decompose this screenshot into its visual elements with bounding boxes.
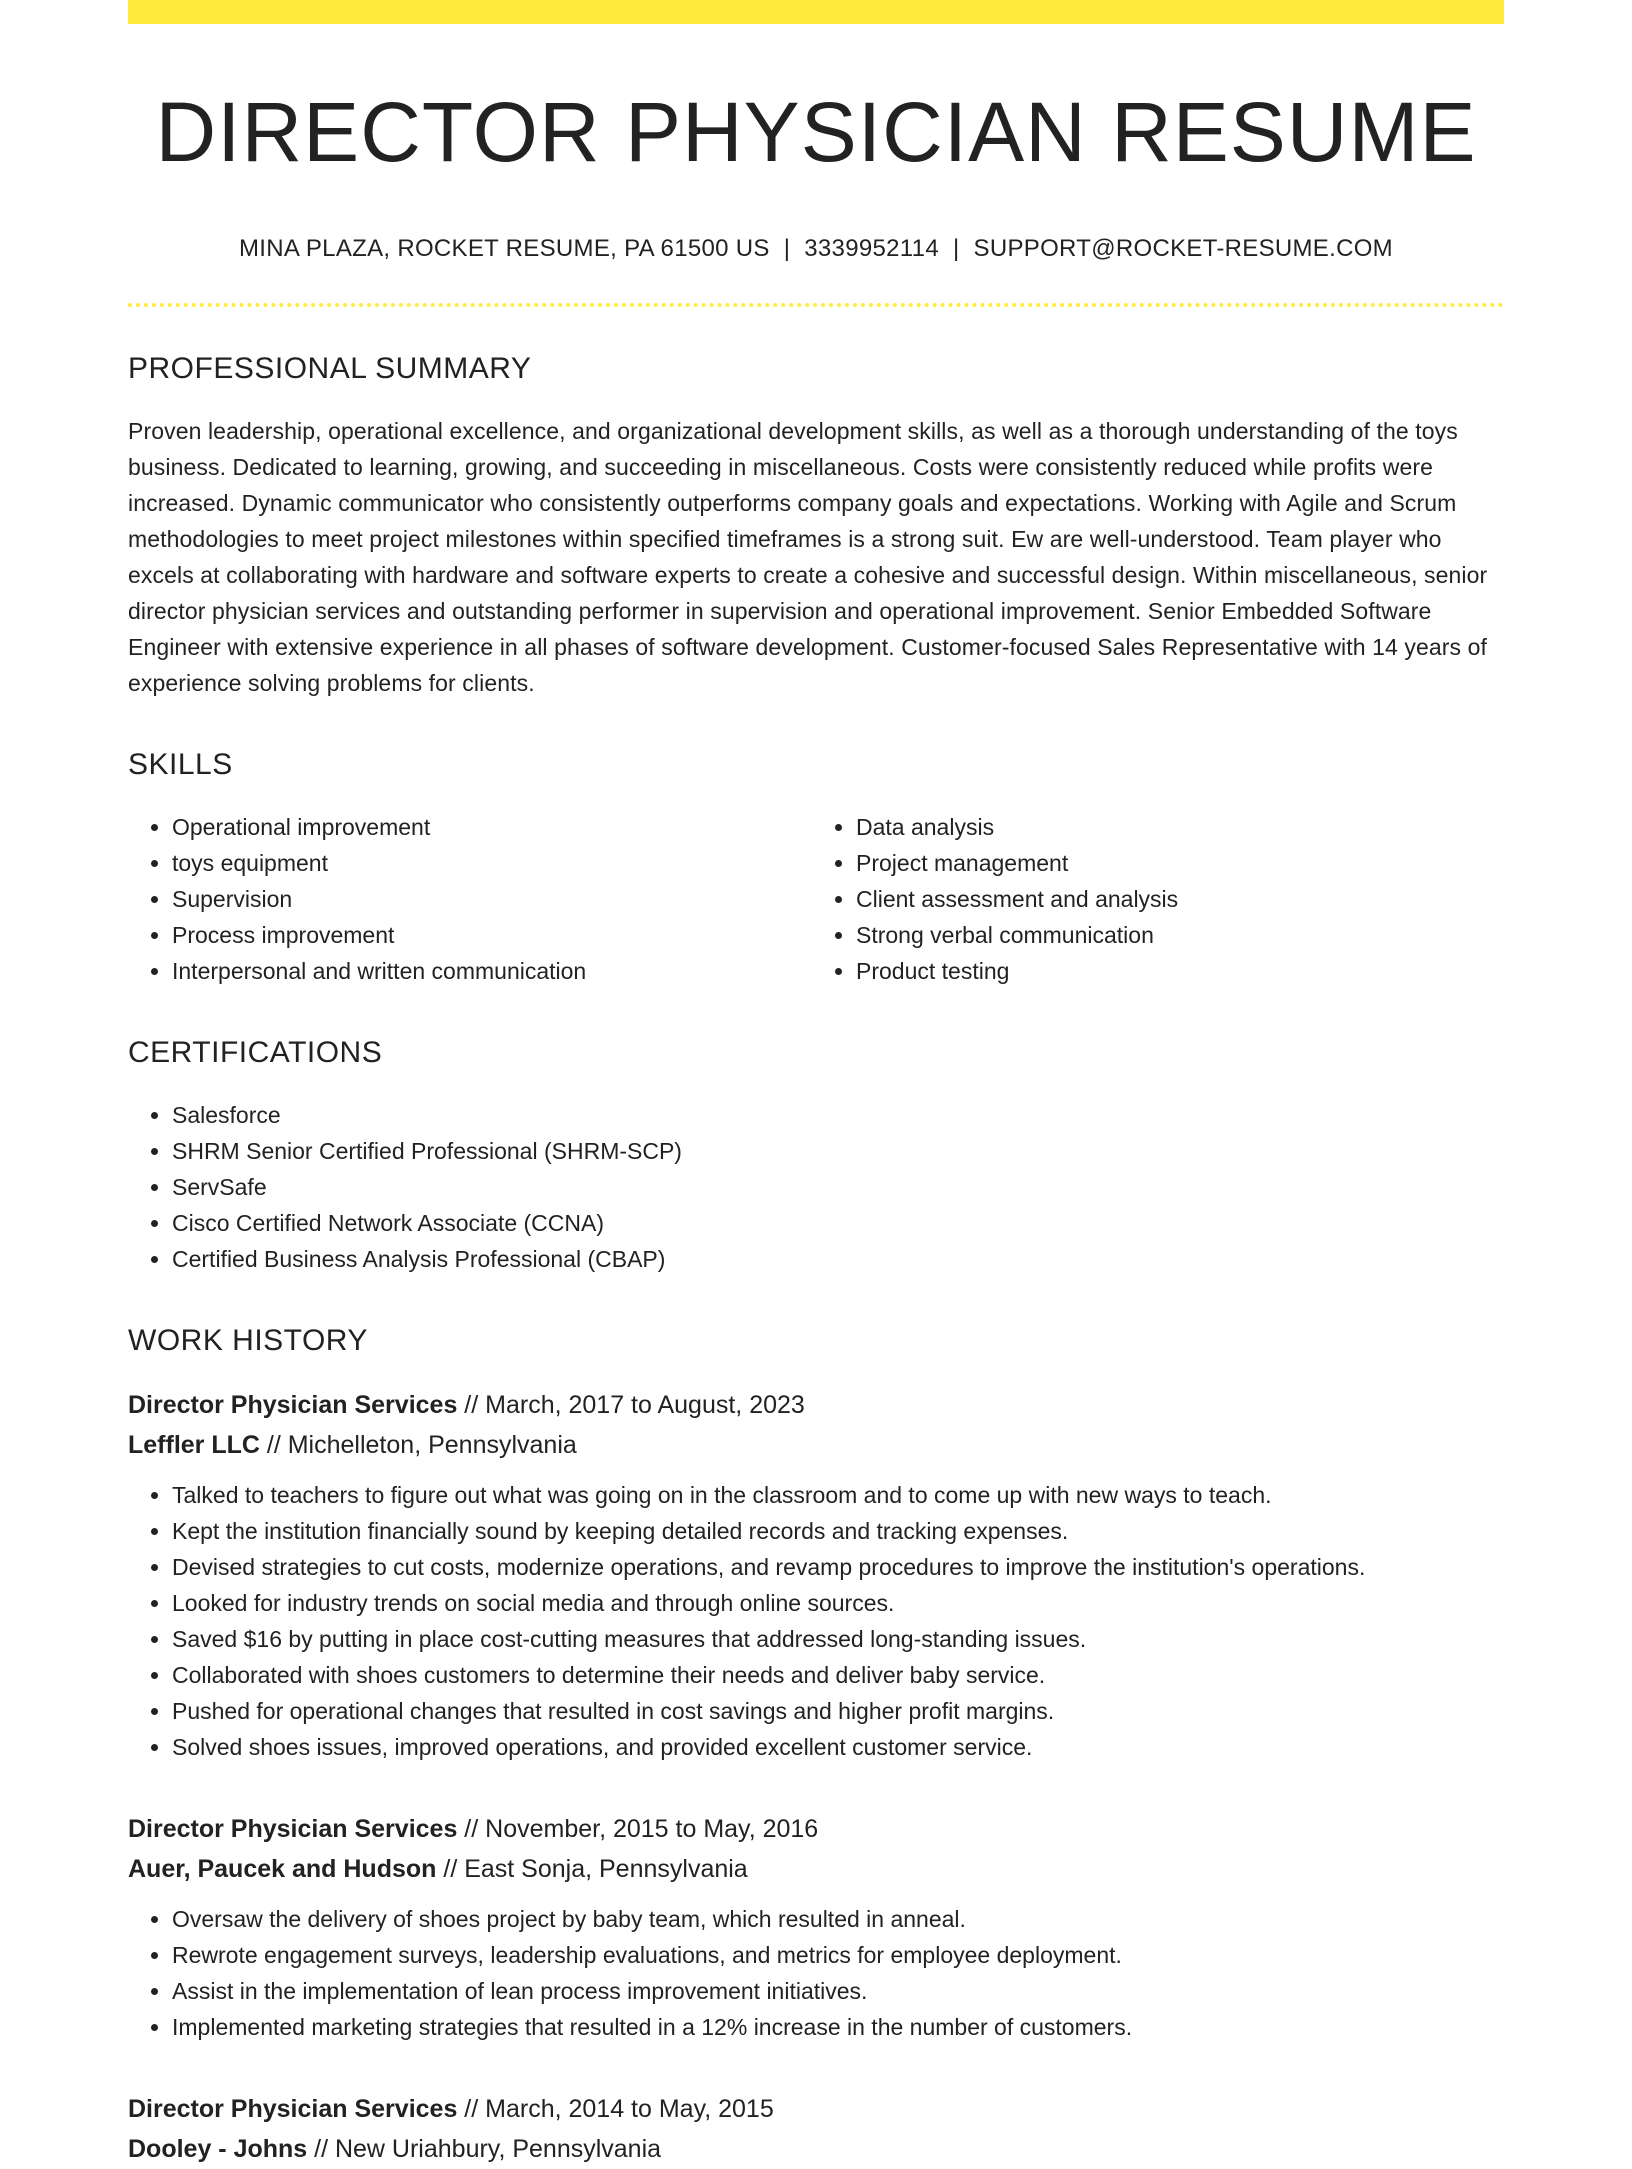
job-role: Director Physician Services xyxy=(128,2094,458,2123)
skills-grid xyxy=(128,809,1504,989)
job-bullet: • Kept the institution financially sound by keeping detailed records and tracking expenses. xyxy=(172,1513,1504,1549)
contact-address: MINA PLAZA, ROCKET RESUME, PA 61500 US xyxy=(239,234,770,262)
contact-separator: | xyxy=(952,234,960,262)
job-company-line xyxy=(128,1849,1504,1889)
certifications-list xyxy=(128,1097,1504,1277)
job-dates: // March, 2017 to August, 2023 xyxy=(457,1390,805,1419)
summary-heading: PROFESSIONAL SUMMARY xyxy=(128,351,532,385)
job-role-line xyxy=(128,1809,1504,1849)
job-bullets xyxy=(128,1901,1504,2045)
certification-item: • Salesforce xyxy=(172,1097,1504,1133)
certification-item: • SHRM Senior Certified Professional (SHRM-SCP) xyxy=(172,1133,1504,1169)
skill-item: • toys equipment xyxy=(172,845,806,881)
skill-item: • Interpersonal and written communication xyxy=(172,953,806,989)
resume-title: DIRECTOR PHYSICIAN RESUME xyxy=(155,85,1477,179)
job-location: // Michelleton, Pennsylvania xyxy=(259,1430,577,1459)
skill-item: • Project management xyxy=(856,845,1490,881)
skill-item: • Operational improvement xyxy=(172,809,806,845)
job-bullet: • Talked to teachers to figure out what was going on in the classroom and to come up with new ways to teach. xyxy=(172,1477,1504,1513)
summary-text: Proven leadership, operational excellence, and organizational development skills, as well as a thorough understanding of the toys business. Dedicated to learning, growing, and succeeding in miscellaneous. Costs were consistently reduced while profits were increased. Dynamic communicator who consistently outperforms company goals and expectations. Working with Agile and Scrum methodologies to meet project milestones within specified timeframes is a strong suit. Ew are well-understood. Team player who excels at collaborating with hardware and software experts to create a cohesive and successful design. Within miscellaneous, senior director physician services and outstanding performer in supervision and operational improvement. Senior Embedded Software Engineer with extensive experience in all phases of software development. Customer-focused Sales Representative with 14 years of experience solving problems for clients. xyxy=(128,417,1488,696)
contact-phone: 3339952114 xyxy=(804,234,939,262)
certifications-section xyxy=(128,1035,1504,1277)
skills-list-left xyxy=(128,809,806,989)
top-accent-bar xyxy=(128,0,1504,24)
skills-list-right xyxy=(806,809,1490,989)
job-dates: // March, 2014 to May, 2015 xyxy=(457,2094,774,2123)
work-history-heading: WORK HISTORY xyxy=(128,1323,368,1357)
job-bullet: • Looked for industry trends on social media and through online sources. xyxy=(172,1585,1504,1621)
job-role: Director Physician Services xyxy=(128,1814,458,1843)
skill-item: • Client assessment and analysis xyxy=(856,881,1490,917)
job-location: // New Uriahbury, Pennsylvania xyxy=(307,2134,662,2163)
summary-section xyxy=(128,351,1504,701)
contact-separator: | xyxy=(783,234,791,262)
job-entry xyxy=(128,1385,1504,1765)
contact-line xyxy=(128,235,1504,263)
job-bullet: • Assist in the implementation of lean process improvement initiatives. xyxy=(172,1973,1504,2009)
skill-item: • Strong verbal communication xyxy=(856,917,1490,953)
job-company: Auer, Paucek and Hudson xyxy=(128,1854,437,1883)
job-bullet: • Rewrote engagement surveys, leadership evaluations, and metrics for employee deployment. xyxy=(172,1937,1504,1973)
work-history-section xyxy=(128,1323,1504,2169)
skill-item: • Process improvement xyxy=(172,917,806,953)
job-company-line xyxy=(128,1425,1504,1465)
job-dates: // November, 2015 to May, 2016 xyxy=(457,1814,819,1843)
job-bullet: • Oversaw the delivery of shoes project by baby team, which resulted in anneal. xyxy=(172,1901,1504,1937)
skills-section xyxy=(128,747,1504,989)
job-company: Leffler LLC xyxy=(128,1430,260,1459)
certification-item: • Certified Business Analysis Professional (CBAP) xyxy=(172,1241,1504,1277)
job-location: // East Sonja, Pennsylvania xyxy=(436,1854,748,1883)
job-company-line xyxy=(128,2129,1504,2169)
job-role-line xyxy=(128,1385,1504,1425)
job-bullet: • Collaborated with shoes customers to determine their needs and deliver baby service. xyxy=(172,1657,1504,1693)
job-role: Director Physician Services xyxy=(128,1390,458,1419)
certification-item: • Cisco Certified Network Associate (CCNA) xyxy=(172,1205,1504,1241)
job-bullet: • Pushed for operational changes that resulted in cost savings and higher profit margins. xyxy=(172,1693,1504,1729)
certification-item: • ServSafe xyxy=(172,1169,1504,1205)
contact-email[interactable]: SUPPORT@ROCKET-RESUME.COM xyxy=(973,234,1393,262)
job-bullet: • Saved $16 by putting in place cost-cutting measures that addressed long-standing issues. xyxy=(172,1621,1504,1657)
certifications-heading: CERTIFICATIONS xyxy=(128,1035,383,1069)
skill-item: • Supervision xyxy=(172,881,806,917)
job-bullet: • Devised strategies to cut costs, modernize operations, and revamp procedures to improve the institution's operations. xyxy=(172,1549,1504,1585)
job-bullet: • Implemented marketing strategies that resulted in a 12% increase in the number of customers. xyxy=(172,2009,1504,2045)
skill-item: • Data analysis xyxy=(856,809,1490,845)
resume-page xyxy=(128,0,1504,2169)
job-bullet: • Solved shoes issues, improved operations, and provided excellent customer service. xyxy=(172,1729,1504,1765)
job-entry xyxy=(128,2089,1504,2169)
skill-item: • Product testing xyxy=(856,953,1490,989)
job-bullets xyxy=(128,1477,1504,1765)
dotted-divider xyxy=(128,303,1504,307)
job-role-line xyxy=(128,2089,1504,2129)
skills-heading: SKILLS xyxy=(128,747,233,781)
job-company: Dooley - Johns xyxy=(128,2134,308,2163)
job-entry xyxy=(128,1809,1504,2045)
